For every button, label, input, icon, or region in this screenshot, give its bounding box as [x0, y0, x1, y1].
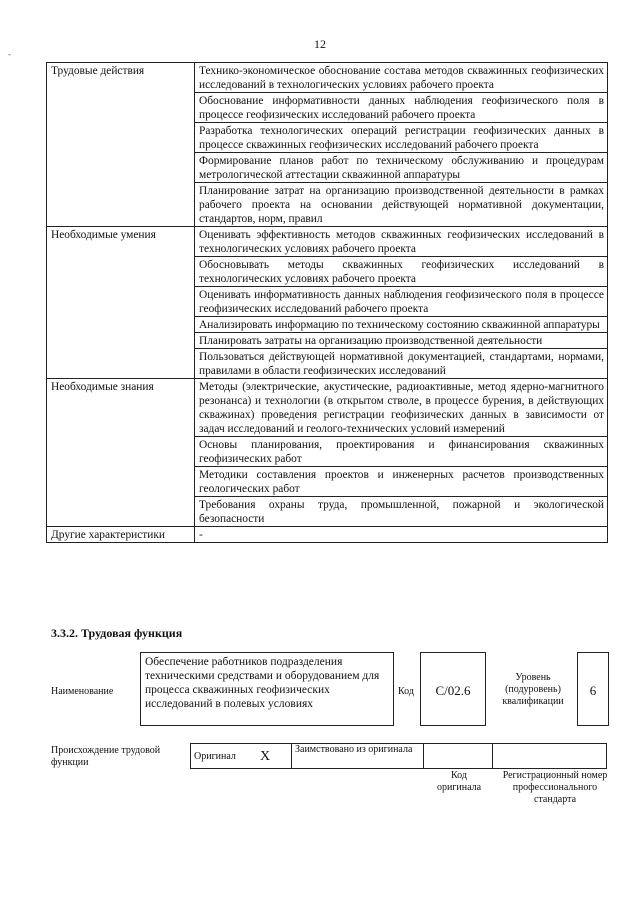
- row-value: Требования охраны труда, промышленной, пожарной и экологической безопасности: [195, 497, 608, 527]
- borrowed-cell: Заимствовано из оригинала: [292, 744, 424, 769]
- table-row: [47, 227, 608, 257]
- row-value: -: [195, 527, 608, 543]
- row-value: Планирование затрат на организацию производственной деятельности в рамках рабочего проекта на основании действующей нормативной документации, стандартов, норм, правил: [195, 183, 608, 227]
- row-value: Оценивать информативность данных наблюдения геофизического поля в процессе геофизических исследований рабочего проекта: [195, 287, 608, 317]
- level-box: 6: [577, 652, 609, 726]
- row-value: Методики составления проектов и инженерных расчетов производственных геологических работ: [195, 467, 608, 497]
- row-value: Методы (электрические, акустические, радиоактивные, метод ядерно-магнитного резонанса) и технологии (в открытом стволе, в процессе бурения, в действующих скважинах) проведения регистрации геофизических данных в зависимости от задач исследований и геолого-технических условий измерений: [195, 379, 608, 437]
- row-value: Анализировать информацию по техническому состоянию скважинной аппаратуры: [195, 317, 608, 333]
- original-mark: X: [257, 744, 292, 769]
- row-value: Планировать затраты на организацию производственной деятельности: [195, 333, 608, 349]
- row-value: Основы планирования, проектирования и финансирования скважинных геофизических работ: [195, 437, 608, 467]
- code-box: C/02.6: [420, 652, 486, 726]
- code-label: Код: [398, 686, 414, 697]
- table-row: [47, 63, 608, 93]
- function-name-box: Обеспечение работников подразделения техническими средствами и оборудованием для процесса скважинных геофизических исследований в полевых условиях: [140, 652, 394, 726]
- requirements-table: [46, 62, 608, 543]
- code-original-caption: Код оригинала: [436, 770, 482, 793]
- side-mark: -: [8, 49, 11, 59]
- row-label: Необходимые знания: [47, 379, 195, 527]
- row-value: Формирование планов работ по техническому обслуживанию и процедурам метрологической аттестации скважинной аппаратуры: [195, 153, 608, 183]
- origin-label: Происхождение трудовой функции: [51, 745, 161, 768]
- level-label: Уровень (подуровень) квалификации: [502, 672, 564, 707]
- row-label: Необходимые умения: [47, 227, 195, 379]
- section-title: 3.3.2. Трудовая функция: [51, 626, 183, 640]
- original-cell: Оригинал: [191, 744, 258, 769]
- requirements-table-body: [47, 63, 608, 543]
- table-row: [47, 527, 608, 543]
- name-label: Наименование: [51, 686, 114, 697]
- row-label: Трудовые действия: [47, 63, 195, 227]
- origin-table: [190, 743, 607, 769]
- reg-number-caption: Регистрационный номер профессионального стандарта: [502, 770, 608, 805]
- row-value: Пользоваться действующей нормативной документацией, стандартами, нормами, правилами в области геофизических исследований: [195, 349, 608, 379]
- row-label: Другие характеристики: [47, 527, 195, 543]
- row-value: Обосновывать методы скважинных геофизических исследований в технологических условиях рабочего проекта: [195, 257, 608, 287]
- row-value: Обоснование информативности данных наблюдения геофизического поля в процессе геофизических исследований рабочего проекта: [195, 93, 608, 123]
- row-value: Разработка технологических операций регистрации геофизических данных в процессе скважинных геофизических исследований рабочего проекта: [195, 123, 608, 153]
- row-value: Оценивать эффективность методов скважинных геофизических исследований в технологических условиях рабочего проекта: [195, 227, 608, 257]
- row-value: Технико-экономическое обоснование состава методов скважинных геофизических исследований в технологических условиях рабочего проекта: [195, 63, 608, 93]
- reg-number-cell: [493, 744, 607, 769]
- page-number: 12: [314, 37, 326, 51]
- code-original-cell: [424, 744, 493, 769]
- table-row: [47, 379, 608, 437]
